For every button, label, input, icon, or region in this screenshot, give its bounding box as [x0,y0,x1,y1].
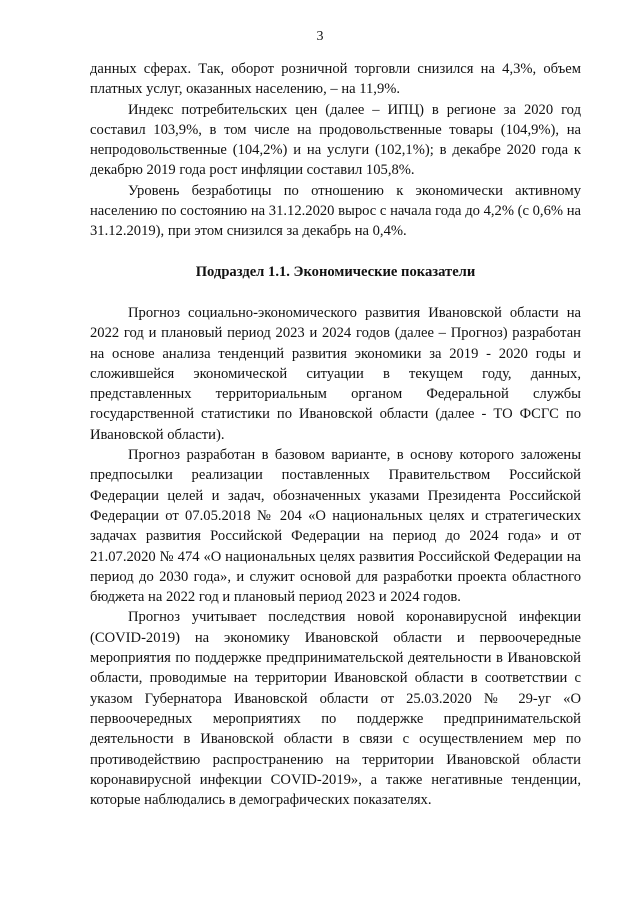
section-heading: Подраздел 1.1. Экономические показатели [195,263,476,280]
paragraph-forecast-variant: Прогноз разработан в базовом варианте, в основу которого заложены предпосылки реализации поставленных Правительством Российской Федерации целей и задач, обозначенных указами Президента Российской Федерации от 07.05.2018 № 204 «О национальных целях и стратегических задачах развития Российской Федерации на период до 2024 года» и от 21.07.2020 № 474 «О национальных целях развития Российской Федерации на период до 2030 года», и служит основой для разработки проекта областного бюджета на 2022 год и плановый период 2023 и 2024 годов. [90,447,581,606]
page-number: 3 [316,29,324,44]
paragraph-forecast-basis: Прогноз социально-экономического развития Ивановской области на 2022 год и плановый период 2023 и 2024 годов (далее – Прогноз) разработан на основе анализа тенденций развития экономики за 2019 - 2020 годы и сложившейся экономической ситуации в текущем году, данных, представленных территориальным органом Федеральной службы государственной статистики по Ивановской области (далее - ТО ФСГС по Ивановской области). [90,304,581,443]
document-body [90,59,581,810]
paragraph-covid-impact: Прогноз учитывает последствия новой коронавирусной инфекции (COVID-2019) на экономику Ивановской области и первоочередные мероприятия по поддержке предпринимательской деятельности в Ивановской области, проводимые на территории Ивановской области в соответствии с указом Губернатора Ивановской области от 25.03.2020 № 29-уг «О первоочередных мероприятиях по поддержке предпринимательской деятельности в Ивановской области в связи с осуществлением мер по противодействию распространению на территории Ивановской области коронавирусной инфекции COVID-2019», а также негативные тенденции, которые наблюдались в демографических показателях. [90,609,581,809]
paragraph-unemployment: Уровень безработицы по отношению к экономически активному населению по состоянию на 31.12.2020 вырос с начала года до 4,2% (с 0,6% на 31.12.2019), при этом снизился за декабрь на 0,4%. [90,182,581,240]
paragraph-continuation: данных сферах. Так, оборот розничной торговли снизился на 4,3%, объем платных услуг, оказанных населению, – на 11,9%. [90,61,581,98]
paragraph-cpi: Индекс потребительских цен (далее – ИПЦ) в регионе за 2020 год составил 103,9%, в том числе на продовольственные товары (104,9%), на непродовольственные (104,2%) и на услуги (102,1%); в декабре 2020 года к декабрю 2019 года рост инфляции составил 105,8%. [90,101,581,179]
